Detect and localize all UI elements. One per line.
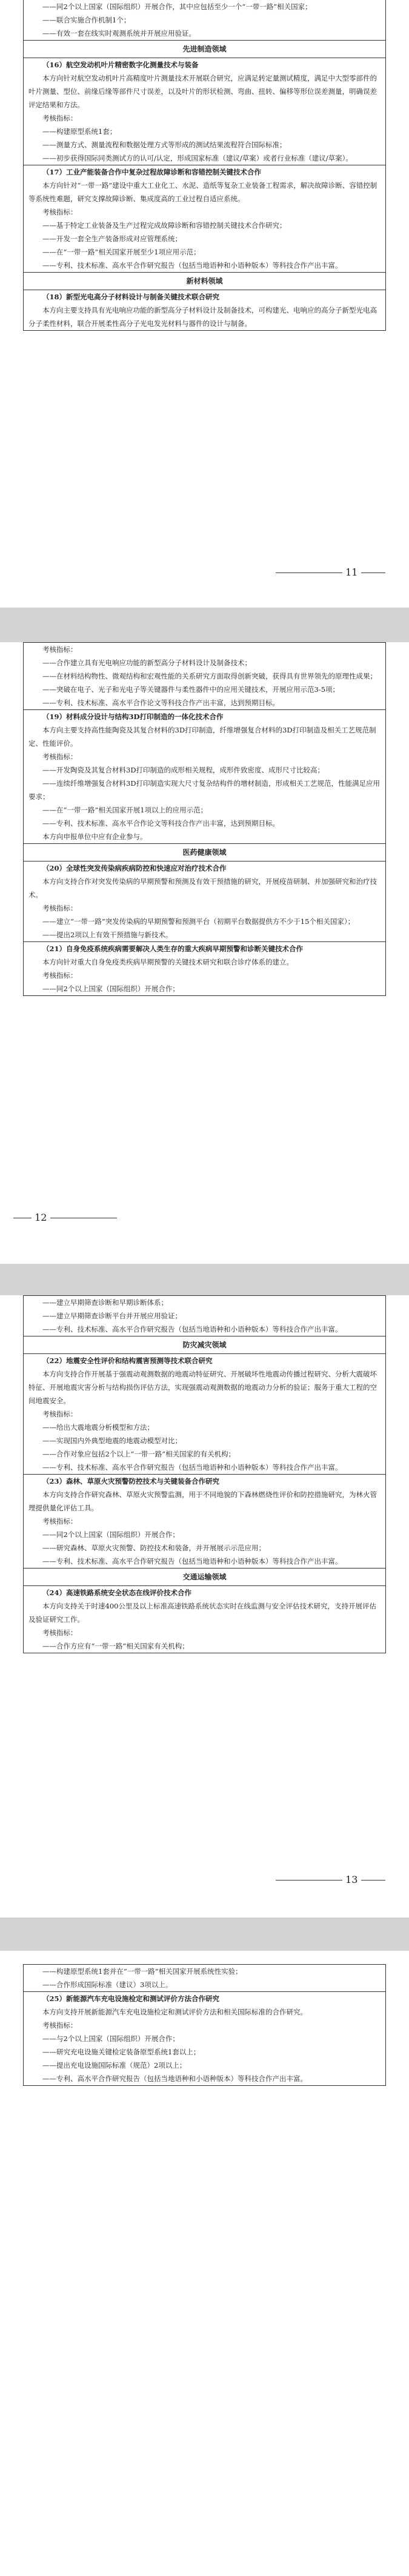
requirements-table xyxy=(23,642,386,996)
criteria-label: 考核指标： xyxy=(42,1517,78,1525)
text-line: ——构建原型系统1套并在“一带一路”相关国家开展系统性实验； xyxy=(42,1967,242,1976)
requirements-table xyxy=(23,0,386,331)
text-line: ——同2个以上国家（国际组织）开展合作，其中应包括至少一个“一带一路”相关国家； xyxy=(42,2,312,11)
item-body: 本方向主要支持高性能陶瓷及其复合材料的3D打印制造，纤维增强复合材料的3D打印制造及相关工艺规范制定、性能评价。 xyxy=(28,726,376,748)
item-body: 本方向针对重大自身免疫类疾病早期预警的关键技术研究和联合诊疗体系的建立。 xyxy=(42,958,293,966)
text-line: ——专利、技术标准、高水平合作研究报告（包括当地语种和小语种版本）等科技合作产出丰富。 xyxy=(42,261,342,270)
item-title: （23）森林、草原火灾预警防控技术与关键装备合作研究 xyxy=(42,1477,220,1486)
criteria-label: 考核指标： xyxy=(42,904,78,912)
note-line: 本方向申报单位中应有企业参与。 xyxy=(42,832,147,841)
text-line: ——实现国内外典型地震的地震动模型对比； xyxy=(42,1436,182,1445)
section-heading: 防灾减灾领域 xyxy=(24,1336,385,1354)
text-line: ——研究森林、草原火灾预警、防控技术和装备，并开展展示示范应用； xyxy=(42,1544,265,1552)
text-line: ——连续纤维增强复合材料3D打印制造实现大尺寸复杂结构件的增材制造，形成相关工艺规范，性能满足应用要求； xyxy=(28,779,381,801)
criteria-label: 考核指标： xyxy=(42,645,78,654)
section-heading: 交通运输领域 xyxy=(24,1568,385,1586)
text-line: ——在“一带一路”相关国家开展至少1项应用示范； xyxy=(42,248,201,256)
criteria-label: 考核指标： xyxy=(42,2021,78,2030)
text-line: ——建立早期筛查诊断和早期诊断体系； xyxy=(42,1298,168,1307)
criteria-label: 考核指标： xyxy=(42,1628,78,1637)
text-line: ——专利、技术标准、高水平合作研究报告（包括当地语种和小语种版本）等科技合作产出丰富。 xyxy=(24,1461,385,1475)
text-line: ——构建原型系统1套； xyxy=(42,127,117,136)
text-line: ——在“一带一路”相关国家开展1项以上的应用示范； xyxy=(42,806,208,814)
text-line: ——合作方应有“一带一路”相关国家有关机构； xyxy=(24,1639,385,1653)
item-title: （22）地震安全性评价和结构震害预测等技术联合研究 xyxy=(42,1356,213,1365)
item-body: 本方向支持合作对突发传染病的早期预警和预测及有效干预措施的研究，开展疫苗研制、并加强研究和治疗技术。 xyxy=(28,877,377,899)
item-title: （19）材料成分设计与结构3D打印制造的一体化技术合作 xyxy=(42,712,224,721)
text-line: ——开发一套全生产装备形成对应管理系统； xyxy=(42,234,182,243)
page-number xyxy=(13,1212,117,1223)
page-number-value: 11 xyxy=(345,566,358,578)
text-line: ——给出大震地震分析模型和方法； xyxy=(42,1423,154,1432)
section-heading: 先进制造领域 xyxy=(24,40,385,58)
page-gap xyxy=(0,608,409,642)
text-line: ——研究充电设施关键检定装备原型系统1套以上； xyxy=(42,2048,201,2056)
criteria-label: 考核指标： xyxy=(42,1410,78,1418)
criteria-label: 考核指标： xyxy=(42,971,78,980)
item-title: （25）新能源汽车充电设施检定和测试评价方法合作研究 xyxy=(42,1994,220,2003)
text-line: ——合作对象应包括2个以上“一带一路”相关国家的有关机构； xyxy=(42,1450,236,1458)
text-line: ——初步获得国际同类测试方的认可/认定，形成国家标准（建议/草案）或者行业标准（建议/草案）。 xyxy=(24,151,385,165)
criteria-label: 考核指标： xyxy=(42,114,78,122)
page-gap xyxy=(0,1264,409,1295)
page-number-value: 12 xyxy=(35,1212,47,1223)
text-line: ——联合实施合作机制1个； xyxy=(42,16,131,24)
text-line: ——提出充电设施国际标准（规范）2项以上； xyxy=(42,2061,187,2070)
document-page-14 xyxy=(0,1951,409,2576)
page-number-value: 13 xyxy=(345,1874,358,1885)
item-title: （20）全球性突发传染病疾病防控和快速应对治疗技术合作 xyxy=(42,864,227,872)
section-heading: 医药健康领域 xyxy=(24,843,385,861)
item-body: 本方向支持合作开展基于强震动观测数据的地震动特征研究、开展破坏性地震动传播过程研究、分析大震破坏特征、开展地震灾害分析与结构损伤评估方法，实现强震动观测数据的地震动力分析的验证；服务于重大工程的空间地震安全。 xyxy=(28,1370,377,1405)
text-line: ——突破在电子、光子和光电子等关键器件与柔性器件中的应用关键技术，开展应用示范3-5项； xyxy=(42,685,340,694)
item-title: （17）工业产能装备合作中复杂过程故障诊断和容错控制关键技术合作 xyxy=(42,168,261,176)
text-line: ——合作形成国际标准（建议）3项以上。 xyxy=(24,1978,385,1992)
item-title: （21）自身免疫系统疾病需要解决人类生存的重大疾病早期预警和诊断关键技术合作 xyxy=(42,944,303,953)
text-line: ——专利、技术标准、高水平合作研究报告（包括当地语种和小语种版本）等科技合作产出丰富。 xyxy=(42,1325,342,1333)
text-line: ——有效一套在线实时观测系统并开展应用验证。 xyxy=(42,29,196,38)
text-line: ——专利、技术标准、高水平合作研究报告（包括当地语种和小语种版本）等科技合作产出丰富。 xyxy=(42,1557,342,1565)
text-line: ——专利、技术标准、高水平合作论文等科技合作产出丰富，达到预期目标。 xyxy=(24,696,385,710)
text-line: ——基于特定工业装备及生产过程完成故障诊断和容错控制关键技术合作研究； xyxy=(42,221,287,230)
item-body: 本方向支持关于时速400公里及以上标准高速铁路系统状态实时在线监测与安全评估技术研究，支持开展评估及验证研究工作。 xyxy=(28,1602,376,1624)
text-line: ——同2个以上国家（国际组织）开展合作； xyxy=(42,1530,179,1539)
item-body: 本方向支持开展新能源汽车充电设施检定和测试评价方法和相关国际标准的合作研究。 xyxy=(42,2008,307,2016)
criteria-label: 考核指标： xyxy=(42,208,78,216)
requirements-table xyxy=(23,1295,386,1653)
item-title: （18）新型光电高分子材料设计与制备关键技术联合研究 xyxy=(42,293,220,301)
text-line: ——测量方式、测量流程和数据处理方式等形成的测试结果流程符合国际标准； xyxy=(42,141,287,149)
item-body: 本方向支持合作研究森林、草原火灾预警监测，用于不同地貌的下森林燃烧性评价和防控措施研究，为林火管理提供量化评估工具。 xyxy=(28,1490,377,1512)
page-number xyxy=(276,566,385,578)
text-line: ——在材料结构物性、微观结构和宏观性能的关系研究方面取得创新突破，获得具有世界领先的原理性成果； xyxy=(42,672,377,680)
criteria-label: 考核指标： xyxy=(42,752,78,761)
item-body: 本方向针对航空发动机叶片高精度叶片测量技术开展联合研究，应满足转定量测试精度，满足中大型零部件的叶片测量、型位、前缘后缘等部件尺寸误差，以及叶片的形状检测、弯曲、扭转、偏移等形位误差测量，明确误差评定结果和方法。 xyxy=(28,74,377,109)
item-body: 本方向主要支持具有光电响应功能的新型高分子材料设计及制备技术，可构建光、电响应的高分子新型光电高分子柔性材料，联合开展柔性高分子光电发光材料与器件的设计与制备。 xyxy=(24,304,385,331)
item-body: 本方向针对“一带一路”建设中重大工业化工、水泥、造纸等复杂工业装备工程需求，解决故障诊断、容错控制等系统性难题，研究支撑故障诊断、集成度高的工业过程自适应系统。 xyxy=(28,181,377,203)
text-line: ——专利、技术标准、高水平合作论文等科技合作产出丰富，达到预期目标。 xyxy=(42,819,279,828)
text-line: ——合作建立具有光电响应功能的新型高分子材料设计及制备技术； xyxy=(42,659,251,667)
text-line: ——建立“一带一路”突发传染病的早期预警和预测平台（初期平台数据提供方不少于15个相关国家）； xyxy=(42,917,355,926)
section-heading: 新材料领域 xyxy=(24,272,385,290)
text-line: ——开发陶瓷及其复合材料3D打印制造的成形相关规程，成形件致密度、成形尺寸比较高； xyxy=(42,766,325,774)
text-line: ——专利、高水平合作研究报告（包括当地语种和小语种版本）等科技合作产出丰富。 xyxy=(24,2072,385,2086)
document-page-13 xyxy=(0,1295,409,1917)
text-line: ——提出2项以上有效干预措施与新技术。 xyxy=(24,928,385,942)
page-number xyxy=(276,1874,385,1885)
document-page-12 xyxy=(0,642,409,1264)
text-line: ——建立早期筛查诊断平台并开展应用验证； xyxy=(42,1312,182,1320)
item-title: （16）航空发动机叶片精密数字化测量技术与装备 xyxy=(42,61,199,69)
requirements-table xyxy=(23,1964,386,2086)
document-page-11 xyxy=(0,0,409,608)
item-title: （24）高速铁路系统安全状态在线评价技术合作 xyxy=(42,1588,192,1597)
text-line: ——与2个以上国家（国际组织）开展合作； xyxy=(42,2034,179,2043)
page-gap xyxy=(0,1917,409,1951)
text-line: ——同2个以上国家（国际组织）开展合作； xyxy=(24,982,385,996)
